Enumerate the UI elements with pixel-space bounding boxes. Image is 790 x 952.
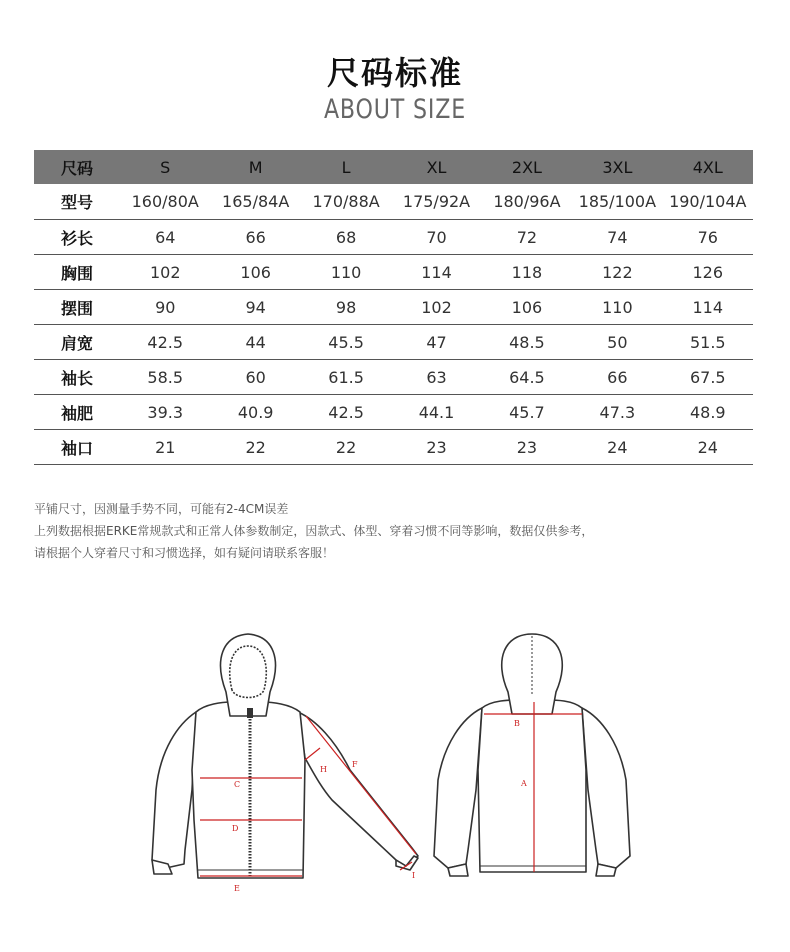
size-notes bbox=[34, 498, 593, 564]
table-cell: 48.5 bbox=[482, 325, 572, 360]
table-cell: 61.5 bbox=[301, 360, 391, 395]
label-i: I bbox=[412, 871, 416, 880]
table-cell: 23 bbox=[482, 430, 572, 465]
table-cell: 185/100A bbox=[572, 184, 662, 220]
row-label: 袖长 bbox=[34, 360, 120, 395]
table-cell: 102 bbox=[120, 255, 210, 290]
note-line: 上列数据根据ERKE常规款式和正常人体参数制定，因款式、体型、穿着习惯不同等影响，数据仅供参考， bbox=[34, 524, 594, 538]
table-cell: 48.9 bbox=[663, 395, 753, 430]
header-cell: 4XL bbox=[663, 150, 753, 184]
table-row bbox=[34, 184, 753, 220]
jacket-front-illustration bbox=[152, 634, 418, 878]
table-cell: 39.3 bbox=[120, 395, 210, 430]
page-subtitle: ABOUT SIZE bbox=[323, 94, 467, 125]
table-cell: 66 bbox=[210, 220, 300, 255]
label-d: D bbox=[232, 824, 239, 833]
header-cell: 2XL bbox=[482, 150, 572, 184]
note-line: 请根据个人穿着尺寸和习惯选择，如有疑问请联系客服！ bbox=[34, 546, 335, 560]
table-cell: 45.7 bbox=[482, 395, 572, 430]
table-cell: 63 bbox=[391, 360, 481, 395]
table-row bbox=[34, 220, 753, 255]
table-cell: 24 bbox=[663, 430, 753, 465]
table-cell: 110 bbox=[301, 255, 391, 290]
header-cell: S bbox=[120, 150, 210, 184]
table-cell: 74 bbox=[572, 220, 662, 255]
table-cell: 47 bbox=[391, 325, 481, 360]
table-cell: 42.5 bbox=[301, 395, 391, 430]
header-cell: 3XL bbox=[572, 150, 662, 184]
table-cell: 114 bbox=[663, 290, 753, 325]
table-cell: 98 bbox=[301, 290, 391, 325]
label-e: E bbox=[234, 884, 240, 893]
table-cell: 102 bbox=[391, 290, 481, 325]
table-cell: 22 bbox=[301, 430, 391, 465]
table-cell: 106 bbox=[482, 290, 572, 325]
table-cell: 70 bbox=[391, 220, 481, 255]
row-label: 衫长 bbox=[34, 220, 120, 255]
size-chart-body bbox=[34, 184, 753, 465]
table-cell: 47.3 bbox=[572, 395, 662, 430]
table-cell: 66 bbox=[572, 360, 662, 395]
table-cell: 175/92A bbox=[391, 184, 481, 220]
table-cell: 170/88A bbox=[301, 184, 391, 220]
table-cell: 160/80A bbox=[120, 184, 210, 220]
label-b: B bbox=[514, 719, 520, 728]
table-cell: 64 bbox=[120, 220, 210, 255]
table-cell: 114 bbox=[391, 255, 481, 290]
table-cell: 42.5 bbox=[120, 325, 210, 360]
measurement-diagram bbox=[0, 620, 790, 900]
table-cell: 21 bbox=[120, 430, 210, 465]
label-h: H bbox=[320, 765, 327, 774]
row-label: 肩宽 bbox=[34, 325, 120, 360]
table-cell: 180/96A bbox=[482, 184, 572, 220]
table-row bbox=[34, 360, 753, 395]
header-cell: XL bbox=[391, 150, 481, 184]
table-row bbox=[34, 430, 753, 465]
table-cell: 165/84A bbox=[210, 184, 300, 220]
table-cell: 23 bbox=[391, 430, 481, 465]
table-cell: 90 bbox=[120, 290, 210, 325]
table-cell: 44.1 bbox=[391, 395, 481, 430]
table-cell: 44 bbox=[210, 325, 300, 360]
table-cell: 51.5 bbox=[663, 325, 753, 360]
row-label: 袖口 bbox=[34, 430, 120, 465]
table-cell: 60 bbox=[210, 360, 300, 395]
table-row bbox=[34, 290, 753, 325]
table-row bbox=[34, 395, 753, 430]
table-cell: 76 bbox=[663, 220, 753, 255]
table-cell: 190/104A bbox=[663, 184, 753, 220]
row-label: 袖肥 bbox=[34, 395, 120, 430]
header-cell: L bbox=[301, 150, 391, 184]
table-row bbox=[34, 325, 753, 360]
label-a: A bbox=[521, 779, 527, 788]
table-cell: 64.5 bbox=[482, 360, 572, 395]
table-cell: 122 bbox=[572, 255, 662, 290]
table-cell: 94 bbox=[210, 290, 300, 325]
table-cell: 45.5 bbox=[301, 325, 391, 360]
table-cell: 22 bbox=[210, 430, 300, 465]
table-row bbox=[34, 255, 753, 290]
size-chart-header bbox=[34, 150, 753, 184]
row-label: 摆围 bbox=[34, 290, 120, 325]
size-chart-table bbox=[34, 150, 753, 465]
label-f: F bbox=[352, 760, 358, 769]
table-cell: 40.9 bbox=[210, 395, 300, 430]
table-cell: 106 bbox=[210, 255, 300, 290]
row-label: 胸围 bbox=[34, 255, 120, 290]
label-c: C bbox=[234, 780, 241, 789]
table-cell: 50 bbox=[572, 325, 662, 360]
jacket-back-illustration bbox=[434, 634, 630, 876]
zipper-pull bbox=[247, 708, 253, 718]
table-cell: 24 bbox=[572, 430, 662, 465]
page-title: 尺码标准 bbox=[326, 54, 463, 92]
table-cell: 126 bbox=[663, 255, 753, 290]
row-label: 型号 bbox=[34, 184, 120, 220]
table-cell: 72 bbox=[482, 220, 572, 255]
table-cell: 68 bbox=[301, 220, 391, 255]
header-cell-size: 尺码 bbox=[34, 150, 120, 184]
header-cell: M bbox=[210, 150, 300, 184]
table-cell: 67.5 bbox=[663, 360, 753, 395]
table-cell: 110 bbox=[572, 290, 662, 325]
table-cell: 118 bbox=[482, 255, 572, 290]
note-line: 平铺尺寸，因测量手势不同，可能有2-4CM误差 bbox=[34, 502, 289, 516]
table-cell: 58.5 bbox=[120, 360, 210, 395]
